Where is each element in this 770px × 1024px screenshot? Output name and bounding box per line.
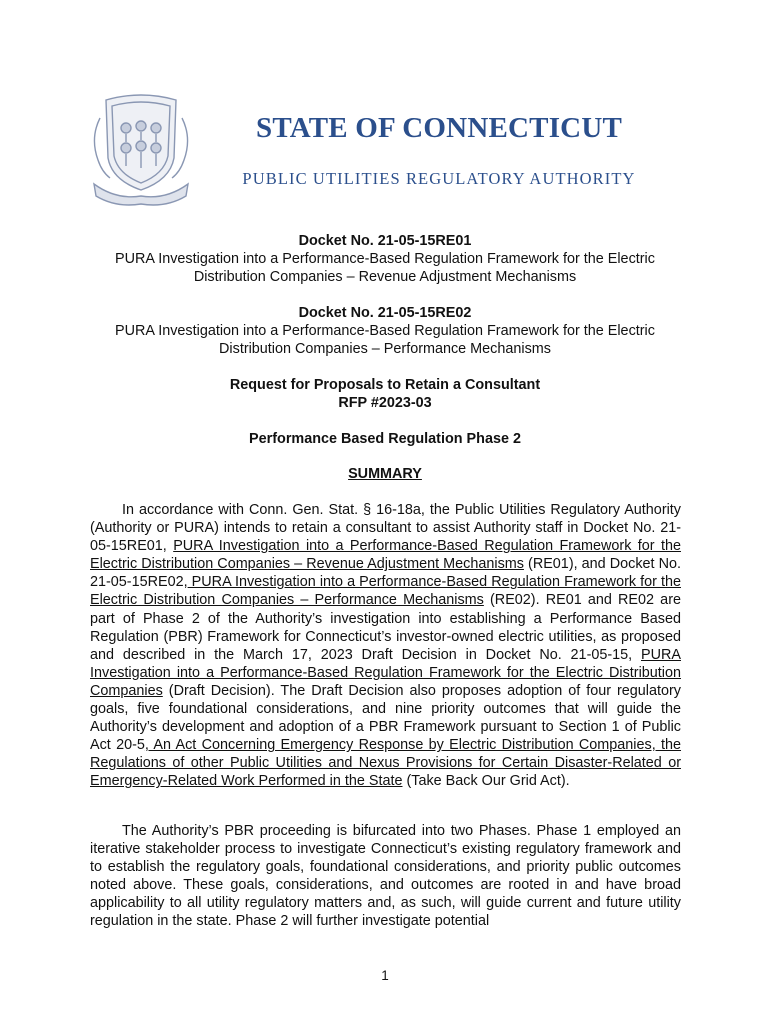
state-title: STATE OF CONNECTICUT bbox=[255, 112, 623, 144]
agency-name: PUBLIC UTILITIES REGULATORY AUTHORITY bbox=[242, 169, 636, 188]
docket-title-line: PURA Investigation into a Performance-Based Regulation Framework for the Electric bbox=[115, 323, 655, 339]
paragraph-text: In accordance with Conn. Gen. Stat. § 16-18a, the Public Utilities Regulatory Authority (Authority or PURA) intends to retain a consultant to assist Authority staff in Docket No. 21-05-15RE01, bbox=[90, 502, 681, 555]
docket-block-re02 bbox=[90, 304, 680, 358]
docket-number: Docket No. 21-05-15RE02 bbox=[298, 305, 472, 321]
rfp-title: Request for Proposals to Retain a Consultant bbox=[229, 377, 541, 393]
page-number: 1 bbox=[381, 968, 389, 983]
act-title-reference: , An Act Concerning Emergency Response by Electric Distribution Companies, the Regulations of other Public Utilities and Nexus Provisions for Certain Disaster-Related or Emergency-Related Work Performed in the State bbox=[90, 737, 682, 790]
docket-number: Docket No. 21-05-15RE01 bbox=[298, 233, 472, 249]
docket-title-reference: PURA Investigation into a Performance-Based Regulation Framework for the Electric Distribution Companies – Revenue Adjustment Mechanisms bbox=[90, 538, 681, 573]
docket-block-re01 bbox=[90, 232, 680, 286]
state-seal-icon bbox=[86, 88, 196, 208]
docket-title-reference: PURA Investigation into a Performance-Based Regulation Framework for the Electric Distribution Companies bbox=[90, 646, 681, 699]
summary-heading: SUMMARY bbox=[348, 466, 422, 482]
summary-paragraph-1 bbox=[90, 501, 681, 791]
docket-title-line: Distribution Companies – Revenue Adjustment Mechanisms bbox=[193, 269, 577, 285]
paragraph-text: (RE01), and Docket No. 21-05-15RE02, bbox=[90, 556, 682, 591]
docket-title-line: PURA Investigation into a Performance-Based Regulation Framework for the Electric bbox=[115, 251, 655, 267]
paragraph-text: (Draft Decision). The Draft Decision also proposes adoption of four regulatory goals, five foundational considerations, and nine priority outcomes that will guide the Authority’s development and adoption of a PBR Framework pursuant to Section 1 of Public Act 20-5 bbox=[90, 682, 681, 754]
paragraph-text: (RE02). RE01 and RE02 are part of Phase 2 of the Authority’s investigation into establishing a Performance Based Regulation (PBR) Framework for Connecticut’s investor-owned electric utilities, as proposed and described in the March 17, 2023 Draft Decision in Docket No. 21-05-15, bbox=[90, 592, 681, 663]
rfp-block bbox=[90, 376, 680, 412]
rfp-number: RFP #2023-03 bbox=[338, 395, 432, 411]
paragraph-text: (Take Back Our Grid Act). bbox=[402, 773, 570, 790]
docket-title-reference: PURA Investigation into a Performance-Based Regulation Framework for the Electric Distribution Companies – Performance Mechanisms bbox=[90, 574, 681, 609]
phase-title: Performance Based Regulation Phase 2 bbox=[249, 431, 521, 447]
docket-title-line: Distribution Companies – Performance Mechanisms bbox=[219, 341, 551, 357]
summary-paragraph-2: The Authority’s PBR proceeding is bifurcated into two Phases. Phase 1 employed an iterative stakeholder process to investigate Connecticut’s existing regulatory framework and to establish the regulatory goals, foundational considerations, and priority public outcomes noted above. These goals, considerations, and outcomes are rooted in and have broad applicability to all utility regulatory matters and, as such, will guide current and future utility regulation in the state. Phase 2 will further investigate potential bbox=[90, 823, 681, 930]
